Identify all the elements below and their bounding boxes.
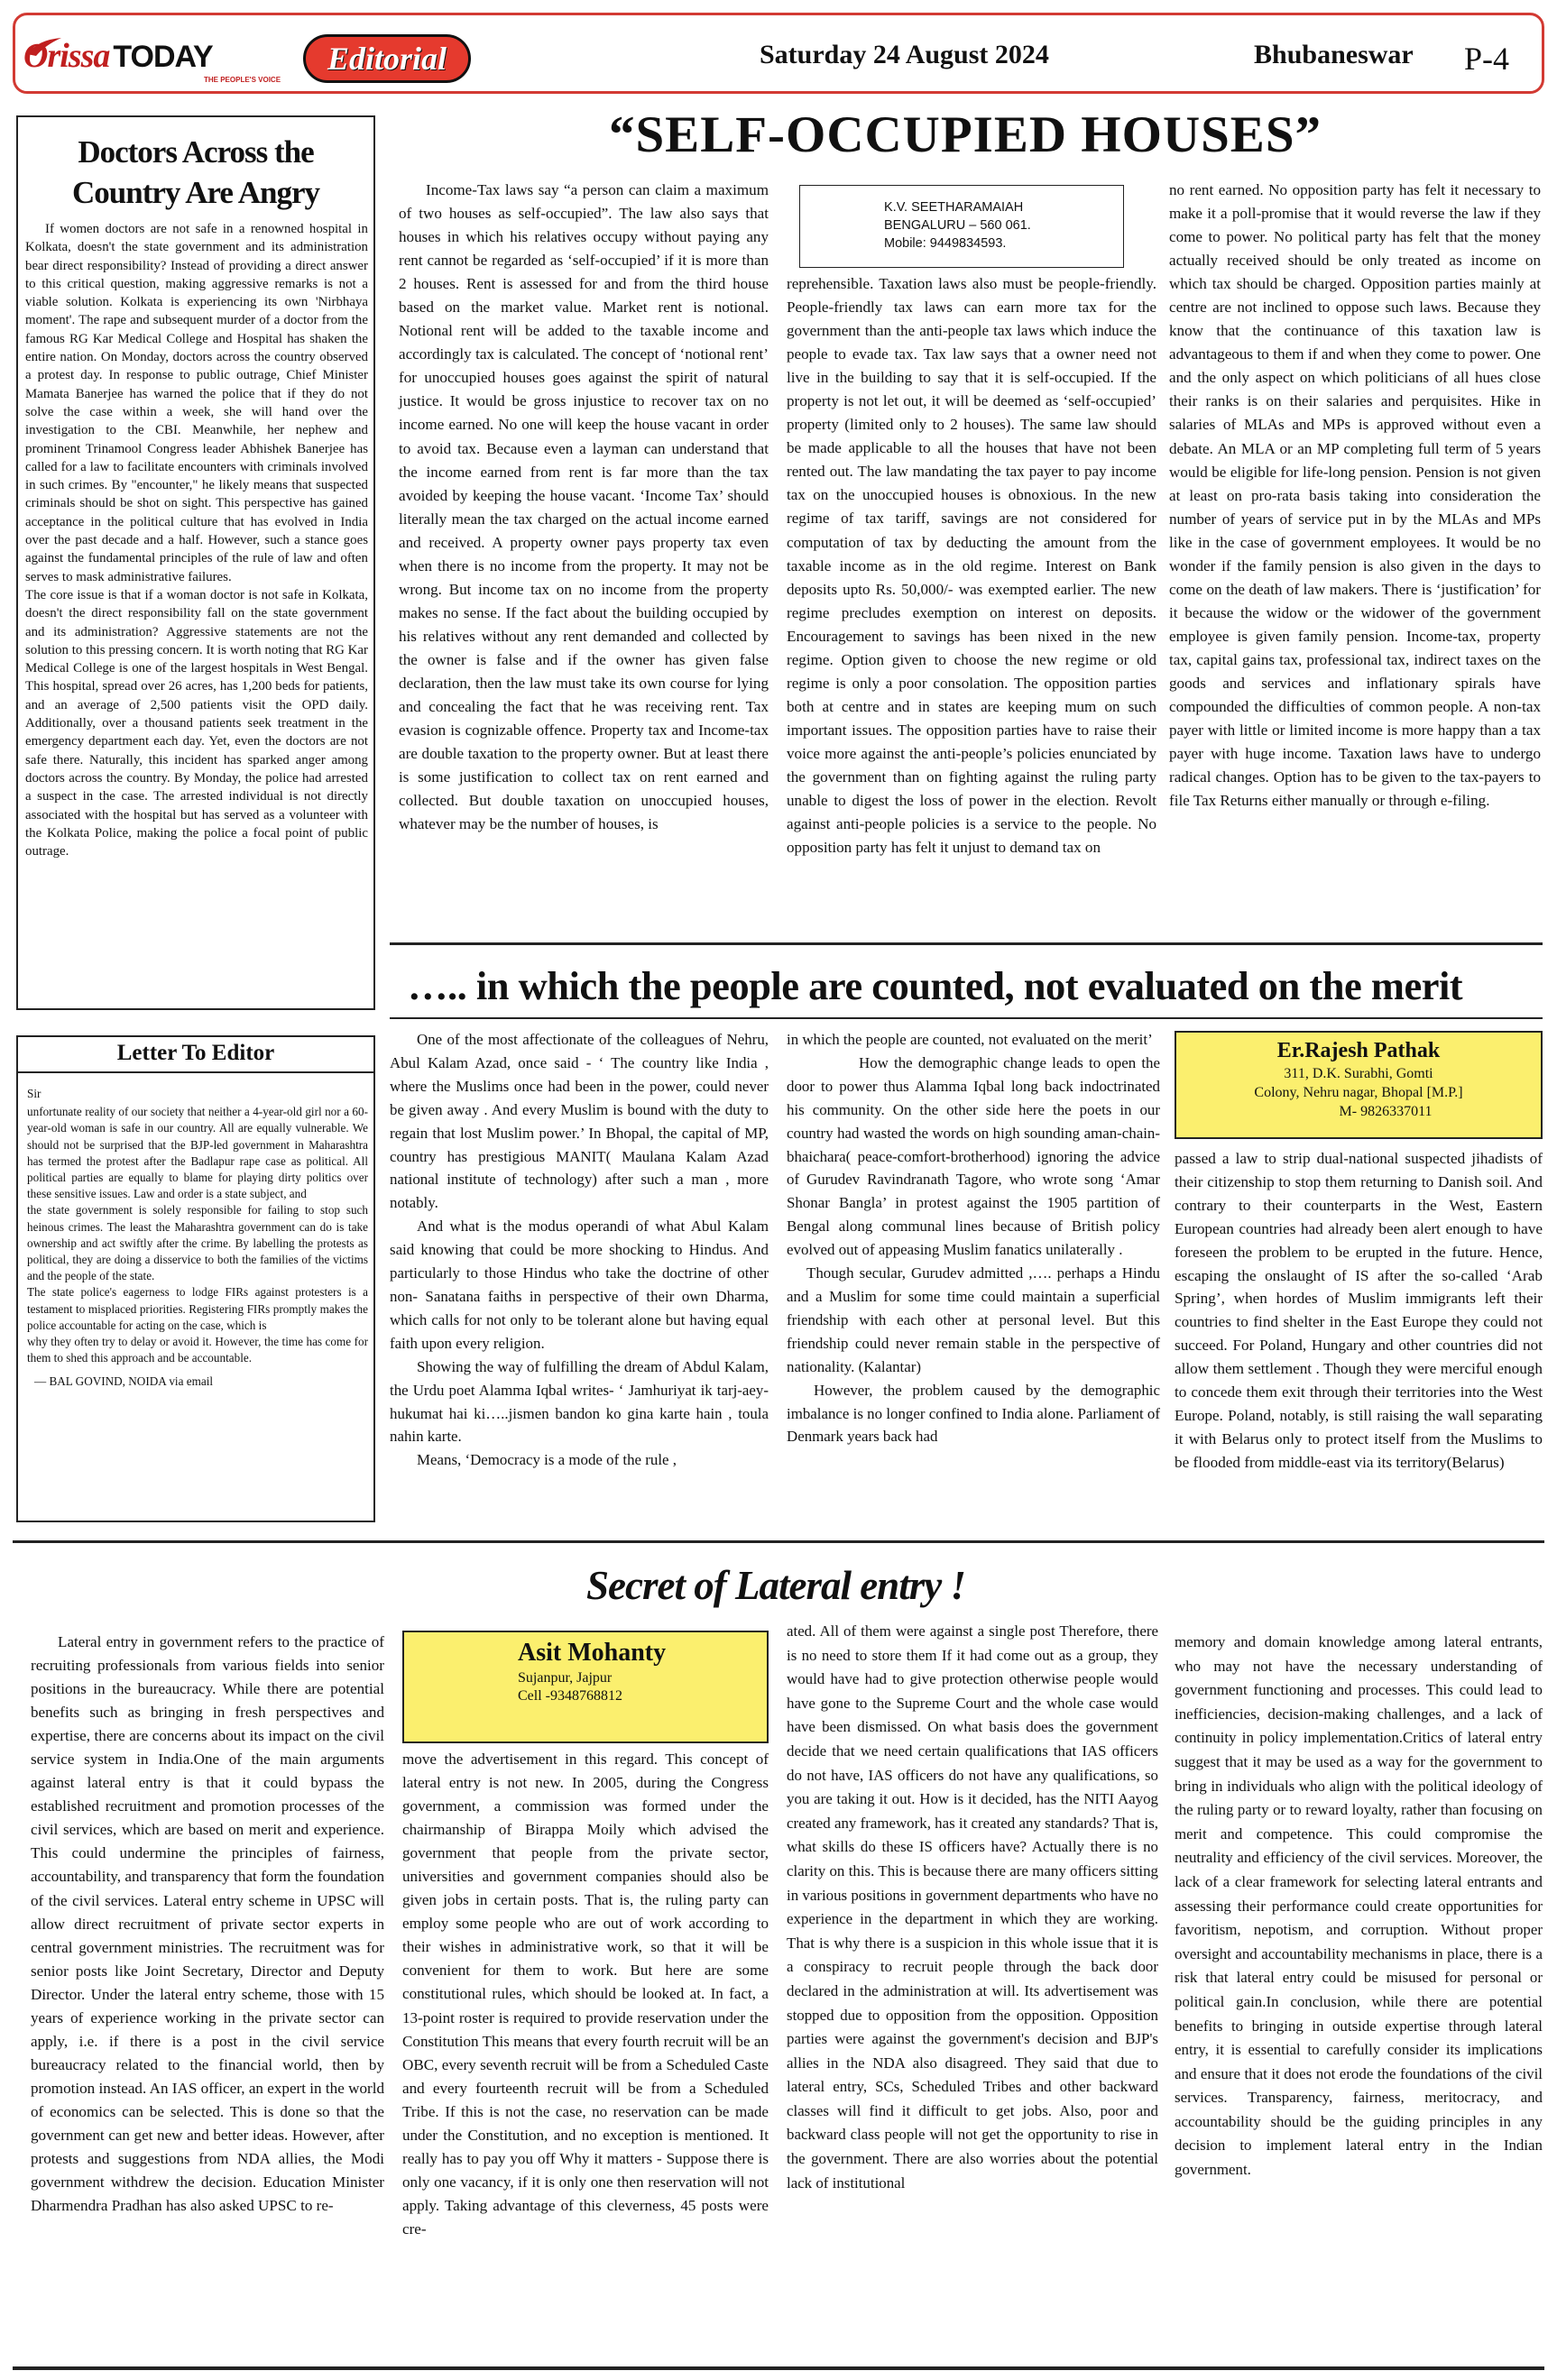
lateral-col4-text: memory and domain knowledge among lateral entrants, who may not have the necessary understanding of government functioning and processes. This could lead to inefficiencies, decision-making challenges, and a lack of continuity in policy implementation.Critics of lateral entry suggest that it may be used as a way for the government to bring in individuals who align with the political ideology of the ruling party or to reward loyalty, rather than focusing on merit and competence. This could compromise the neutrality and efficiency of the civil services. Moreover, the lack of a clear framework for selecting lateral entrants and assessing their performance could create opportunities for favoritism, nepotism, and corruption. Without proper oversight and accountability mechanisms in place, there is a risk that lateral entry could be misused for personal or political gain.In conclusion, while there are potential benefits to bringing in outside expertise through lateral entry, it is essential to carefully consider its implications and ensure that it does not erode the foundations of the civil services. Transparency, fairness, meritocracy, and accountability should be the guiding principles in any decision to implement lateral entry in the Indian government. xyxy=(1175,1633,1543,2179)
self-occupied-author: K.V. SEETHARAMAIAH xyxy=(884,200,1024,215)
lateral-headline: Secret of Lateral entry ! xyxy=(586,1563,965,1608)
issue-city: Bhubaneswar xyxy=(1254,40,1414,69)
counted-author-mobile: M- 9826337011 xyxy=(1339,1104,1433,1119)
letter-paragraph-3: The state police's eagerness to lodge FIRs against protesters is a testament to misplaced priorities. Registering FIRs promptly makes the police accountable for acting on the case, which is xyxy=(27,1285,368,1332)
doctors-headline xyxy=(20,132,372,213)
self-occupied-col3 xyxy=(1169,179,1541,813)
lateral-author-cell: Cell -9348768812 xyxy=(518,1688,622,1704)
counted-col2-paragraph-4: However, the problem caused by the demographic imbalance is no longer confined to India alone. Parliament of Denmark years back had xyxy=(787,1381,1160,1446)
self-occupied-author-city: BENGALURU – 560 061. xyxy=(884,218,1031,233)
logo-orissa: Orissa xyxy=(23,37,110,75)
section-rule-3 xyxy=(13,1540,1544,1543)
counted-headline: ….. in which the people are counted, not evaluated on the merit xyxy=(408,963,1463,1008)
section-rule-1 xyxy=(390,942,1543,945)
lateral-col2-text: move the advertisement in this regard. This concept of lateral entry is not new. In 2005, during the Congress government, a commission was formed under the chairmanship of Birappa Moily which advised the government that people from the private sector, universities and government companies should also be given jobs in certain posts. That is, the ruling party can employ some people who are out of work according to their wishes in administrative work, so that it will be convenient for them to work. But here are some constitutional rules, which should be looked at. In fact, a 13-point roster is required to provide reservation under the Constitution This means that every fourth recruit will be an OBC, every seventh recruit will be from a Scheduled Caste and every fourteenth recruit will be from a Scheduled Tribe. If this is not the case, no reservation can be made under the Constitution, and no exception is mentioned. It really has to pay you off Why it matters - Suppose there is only one vacancy, if it is only one then reservation will not apply. Taking advantage of this cleverness, 45 posts were cre- xyxy=(402,1751,769,2238)
lateral-byline xyxy=(518,1637,761,1705)
issue-date: Saturday 24 August 2024 xyxy=(760,40,1049,69)
counted-col3 xyxy=(1175,1147,1543,1475)
letter-body xyxy=(27,1086,368,1391)
counted-col2-paragraph-3: Though secular, Gurudev admitted ,…. perhaps a Hindu and a Muslim for some time could maintain a superficial friendship with each other at personal level. But this friendship could never remain stable in the perspective of nationality. (Kalantar) xyxy=(787,1264,1160,1375)
lateral-col2 xyxy=(402,1748,769,2241)
self-occupied-col3-text: no rent earned. No opposition party has felt it necessary to make it a poll-promise that it would reverse the law if they come to power. No political party has felt that the money actually received should be only treated as income on which tax should be charged. Opposition parties mainly at centre are not inclined to oppose such laws. Because they know that the continuance of this taxation law is advantageous to them if and when they come to power. One and the only aspect on which politicians of all hues close their ranks is on their salaries and perquisites. Hike in salaries of MLAs and MPs is approved without even a debate. An MLA or an MP completing full term of 5 years would be eligible for life-long pension. Pension is not given at least on pro-rata basis taking into consideration the number of years of service put in by the MLAs and MPs like in the case of government employees. It would be no wonder if the family pension is also given in the days to come on the death of law makers. There is ‘justification’ for it because the widow or the widower of the government employee is given family pension. Income-tax, property tax, capital gains tax, professional tax, indirect taxes on the goods and services and inflationary spirals have compounded the difficulties of common people. A non-tax payer with little or limited income is more happy than a tax payer with huge income. Taxation laws have to undergo radical changes. Option has to be given to the tax-payers to file Tax Returns either manually or through e-filing. xyxy=(1169,181,1541,810)
counted-author-address-1: 311, D.K. Surabhi, Gomti xyxy=(1284,1066,1433,1081)
letter-paragraph-1: unfortunate reality of our society that neither a 4-year-old girl nor a 60-year-old woman is safe in our country. All are equally vulnerable. We should not be surprised that the BJP-led government in Maharashtra has termed the protest after the Badlapur rape case as political. All political parties are equally to blame for playing dirty politics over these sensitive issues. Law and order is a state subject, and xyxy=(27,1105,368,1201)
self-occupied-col1-text: Income-Tax laws say “a person can claim a maximum of two houses as self-occupied”. The law also says that houses in which his relatives occupy without paying any rent cannot be regarded as ‘self-occupied’ if it is more than 2 houses. Rent is assessed for and from the third house based on the market value. Market rent is notional. Notional rent will be added to the taxable income and accordingly tax is calculated. The concept of ‘notional rent’ for unoccupied houses goes against the spirit of natural justice. It would be gross injustice to recover tax on no income earned. No one will keep the house vacant in order to avoid tax. Because even a layman can understand that the income earned from rent is far more than the tax avoided by keeping the house vacant. ‘Income Tax’ should literally mean the tax charged on the actual income earned and received. A property owner pays property tax even when there is no income from the property. It may not be wrong. But income tax on no income from the property makes no sense. If the fact about the building occupied by his relatives without any rent demanded and collected by the owner is false and if the owner has given false declaration, then the law must take its own course for lying and concealing the fact that he was receiving rent. Tax evasion is cognizable offence. Property tax and Income-tax are double taxation to the property owner. But at least there is some justification to collect tax on rent earned and collected. But double taxation on unoccupied houses, whatever may be the number of houses, is xyxy=(399,181,769,833)
counted-col2 xyxy=(787,1028,1160,1448)
letter-paragraph-2: the state government is solely responsible for failing to stop such heinous crimes. The least the Maharashtra government can do is take ownership and act swiftly after the crime. By labelling the protests as political, they are doing a disservice to both the families of the victims and the people of the state. xyxy=(27,1203,368,1283)
lateral-author-address: Sujanpur, Jajpur xyxy=(518,1670,613,1686)
self-occupied-author-mobile: Mobile: 9449834593. xyxy=(884,236,1007,251)
page-number: P-4 xyxy=(1464,41,1510,77)
logo-tagline: THE PEOPLE'S VOICE xyxy=(204,76,281,84)
doctors-paragraph-2: The core issue is that if a woman doctor is not safe in Kolkata, doesn't the direct responsibility fall on the state government and its administration? Aggressive statements are not the solution to this pressing concern. It is worth noting that RG Kar Medical College is one of the largest hospitals in West Bengal. This hospital, spread over 26 acres, has 1,200 beds for patients, and an average of 2,500 patients visit the OPD daily. Additionally, over a thousand patients seek treatment in the emergency department each day. Yet, even the doctors are not safe there. Naturally, this incident has sparked anger among doctors across the country. By Monday, the police had arrested a suspect in the case. The arrested individual is not directly associated with the hospital but has served as a volunteer with the Kolkata Police, making the police a focal point of public outrage. xyxy=(25,587,368,859)
doctors-headline-line2: Country Are Angry xyxy=(71,175,320,210)
counted-col1-paragraph-2: And what is the modus operandi of what Abul Kalam said knowing that could be more shocking to Hindus. And particularly to those Hindus who take the doctrine of other non- Sanatana faiths in perspective of their own Dharma, which calls for not only to be tolerant alone but having equal faith upon every religion. xyxy=(390,1218,769,1352)
letter-title: Letter To Editor xyxy=(116,1041,275,1065)
doctors-body xyxy=(25,220,368,860)
logo-today: TODAY xyxy=(113,40,213,74)
self-occupied-byline xyxy=(884,198,1031,253)
letter-salutation: Sir xyxy=(27,1087,41,1100)
doctors-paragraph-1: If women doctors are not safe in a renowned hospital in Kolkata, doesn't the state government and its administration bear direct responsibility? Instead of providing a direct answer to this critical question, making aggressive remarks is not a viable solution. Kolkata is experiencing its own 'Nirbhaya moment'. The rape and subsequent murder of a doctor from the famous RG Kar Medical College and Hospital has shaken the entire nation. On Monday, doctors across the country observed a protest day. In response to public outrage, Chief Minister Mamata Banerjee has warned the police that if they do not solve the case within a week, she will hand over the investigation to the CBI. Meanwhile, her nephew and prominent Trinamool Congress leader Abhishek Banerjee has called for a law to facilitate encounters with criminals involved in such crimes. By "encounter," he likely means that suspected criminals should be shot on sight. This perspective has gained acceptance in the political culture that has evolved in India over the past decade and a half. However, such a stance goes against the fundamental principles of the rule of law and often serves to mask administrative failures. xyxy=(25,222,368,584)
lateral-author: Asit Mohanty xyxy=(518,1639,667,1667)
newspaper-logo xyxy=(23,36,213,76)
section-label: Editorial xyxy=(327,41,447,77)
counted-author: Er.Rajesh Pathak xyxy=(1276,1039,1441,1062)
section-badge xyxy=(303,34,471,83)
counted-col1-paragraph-1: One of the most affectionate of the colleagues of Nehru, Abul Kalam Azad, once said - ‘ The country like India , where the Muslims once had been in the power, could never be given away . And every Muslim is bound with the duty to regain that lost Muslim power.’ In Bhopal, the capital of MP, country has prestigious MANIT( Maulana Kalam Azad national institute of technology) after such a man , more notably. xyxy=(390,1031,769,1212)
letter-signature: — BAL GOVIND, NOIDA via email xyxy=(34,1374,214,1389)
counted-col2-paragraph-1: in which the people are counted, not evaluated on the merit’ xyxy=(787,1031,1153,1048)
letter-paragraph-4: why they often try to delay or avoid it. However, the time has come for them to shed this approach and be accountable. xyxy=(27,1335,368,1365)
counted-col3-text: passed a law to strip dual-national suspected jihadists of their citizenship to stop them returning to Danish soil. And contrary to their counterparts in the West, Eastern European countries had already been alert enough to have foreseen the problem to be erupted in the future. Hence, escaping the onslaught of IS after the so-called ‘Arab Spring’, when hordes of Muslim immigrants left their countries to find shelter in the East Europe they could not succeed. For Poland, Hungary and other countries did not allow them settlement . Though they were merciful enough to concede them exit through their territories into the West Europe. Poland, notably, is still raising the wall separating it with Belarus only to protect itself from the Muslims to be flooded from middle-east via its territory(Belarus) xyxy=(1175,1150,1543,1471)
self-occupied-headline: “SELF-OCCUPIED HOUSES” xyxy=(608,106,1322,163)
section-rule-2 xyxy=(390,1017,1543,1019)
lateral-col3 xyxy=(787,1620,1158,2195)
counted-col1-paragraph-3: Showing the way of fulfilling the dream of Abdul Kalam, the Urdu poet Alamma Iqbal writes- ‘ Jamhuriyat ik tarj-aey-hukumat hai ki…..jismen bandon ko gina karte hain , toula nahin karte. xyxy=(390,1357,769,1446)
lateral-col1 xyxy=(31,1631,384,2218)
counted-col1-paragraph-4: Means, ‘Democracy is a mode of the rule , xyxy=(417,1451,677,1469)
lateral-col1-text: Lateral entry in government refers to the practice of recruiting professionals from various fields into senior positions in the bureaucracy. While there are potential benefits such as bringing in fresh perspectives and expertise, there are concerns about its impact on the civil service system in India.One of the main arguments against lateral entry is that it could bypass the established recruitment and promotion processes of the civil services, which are based on merit and experience. This could undermine the principles of fairness, accountability, and transparency that form the foundation of the civil services. Lateral entry scheme in UPSC will allow direct recruitment of private sector experts in central government ministries. The recruitment was for senior posts like Joint Secretary, Director and Deputy Director. Under the lateral entry scheme, those with 15 years of experience working in the private sector can apply, i.e. if there is a post in the civil service bureaucracy related to the financial world, then by promotion instead. An IAS officer, an expert in the world of economics can be selected. This is done so that the government can get new and better ideas. However, after protests and suggestions from NDA allies, the Modi government withdrew the decision. Education Minister Dharmendra Pradhan has also asked UPSC to re- xyxy=(31,1633,384,2215)
page-bottom-rule xyxy=(13,2366,1544,2370)
counted-col1 xyxy=(390,1028,769,1472)
counted-col2-paragraph-2: How the demographic change leads to open the door to power thus Alamma Iqbal long back indoctrinated his community. On the other side here the poets in our country had wasted the words on high sounding aman-chain-bhaichara( peace-comfort-brotherhood) ignoring the advice of Gurudev Ravindranath Tagore, who wrote song ‘Amar Shonar Bangla’ in protest against the 1905 partition of Bengal along communal lines because of British policy evolved out of appeasing Muslim fanatics unilaterally . xyxy=(787,1053,1160,1259)
self-occupied-col2 xyxy=(787,272,1156,859)
counted-byline xyxy=(1176,1037,1541,1121)
doctors-headline-line1: Doctors Across the xyxy=(78,134,314,170)
self-occupied-col2-text: reprehensible. Taxation laws also must be people-friendly. People-friendly tax laws can earn more tax for the government than the anti-people tax laws which induce the people to evade tax. Tax law says that a owner need not live in the building to say that it is self-occupied. If the property is not let out, it will be deemed as ‘self-occupied’ property (limited only to 2 houses). The same law should be made applicable to all the houses that have not been rented out. The law mandating the tax payer to pay income tax on the unoccupied houses is obnoxious. In the new regime of tax tariff, savings are not considered for computation of tax by deducting the amount from the taxable income as in the old regime. Interest on Bank deposits upto Rs. 50,000/- was exempted earlier. The new regime precludes exemption on interest on deposits. Encouragement to savings has been nixed in the new regime. Option given to choose the new regime or old regime is only a poor consolation. The opposition parties both at centre and in states are keeping mum on such important issues. The opposition parties have to raise their voice more against the anti-people’s policies enunciated by the government than on fighting against the ruling party unable to digest the loss of power in the election. Revolt against anti-people policies is a service to the people. No opposition party has felt it unjust to demand tax on xyxy=(787,275,1156,857)
lateral-col3-text: ated. All of them were against a single post Therefore, there is no need to store them If it had come out as a group, they would have had to give protection otherwise people would have gone to the Supreme Court and the whole case would have been dismissed. On what basis does the government decide that we need certain qualifications that IAS officers do not have, IAS officers do not have any qualifications, so you are taking it out. How is it decided, has the NITI Aayog created any framework, has it created any standards? That is, what skills do these IS officers have? Actually there is no clarity on this. This is because there are many officers sitting in various positions in government departments who have no experience in the department in which they are working. That is why there is a suspicion in this whole issue that it is a conspiracy to recruit people through the back door declared in the administration at will. Its advertisement was stopped due to opposition from the opposition. Opposition parties were against the government's decision and BJP's allies in the NDA also disagreed. They said that due to lateral entry, SCs, Scheduled Tribes and other backward classes will find it difficult to get jobs. Also, poor and backward class people will not get the opportunity to rise in the government. There are also worries about the potential lack of institutional xyxy=(787,1622,1158,2192)
self-occupied-col1 xyxy=(399,179,769,836)
letter-title-rule xyxy=(18,1071,373,1073)
lateral-col4 xyxy=(1175,1631,1543,2182)
counted-author-address-2: Colony, Nehru nagar, Bhopal [M.P.] xyxy=(1254,1085,1463,1100)
